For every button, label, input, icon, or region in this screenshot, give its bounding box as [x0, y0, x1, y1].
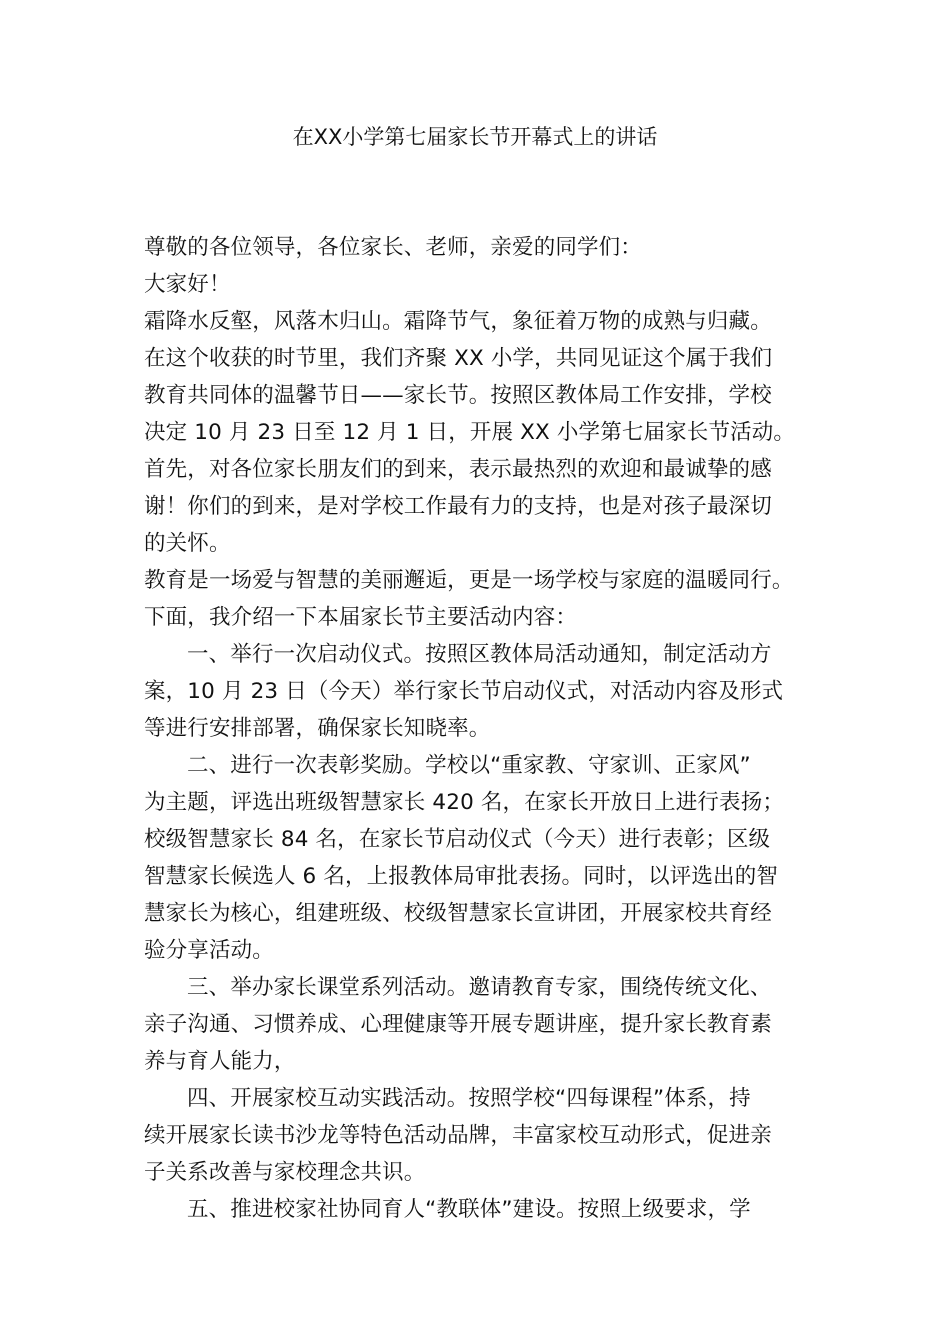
text-line: 养与育人能力，	[144, 1049, 296, 1074]
text-line: 谢！你们的到来，是对学校工作最有力的支持，也是对孩子最深切	[144, 494, 772, 519]
text-line: 验分享活动。	[144, 938, 274, 963]
document-body	[144, 229, 810, 1228]
greeting-line: 大家好！	[144, 272, 231, 297]
document-title: 在XX小学第七届家长节开幕式上的讲话	[292, 125, 658, 149]
text-line: 亲子沟通、习惯养成、心理健康等开展专题讲座，提升家长教育素	[144, 1012, 772, 1037]
section-heading-line: 三、举办家长课堂系列活动。邀请教育专家，围绕传统文化、	[187, 975, 772, 1000]
text-line: 在这个收获的时节里，我们齐聚 XX 小学，共同见证这个属于我们	[144, 346, 773, 371]
text-line: 的关怀。	[144, 531, 231, 556]
text-line: 下面，我介绍一下本届家长节主要活动内容：	[144, 605, 578, 630]
text-line: 慧家长为核心，组建班级、校级智慧家长宣讲团，开展家校共育经	[144, 901, 772, 926]
salutation-line: 尊敬的各位领导，各位家长、老师，亲爱的同学们：	[144, 235, 642, 260]
text-line: 校级智慧家长 84 名，在家长节启动仪式（今天）进行表彰；区级	[144, 827, 771, 852]
section-heading-line: 二、进行一次表彰奖励。学校以“重家教、守家训、正家风”	[187, 753, 751, 778]
text-line: 等进行安排部署，确保家长知晓率。	[144, 716, 491, 741]
text-line: 首先，对各位家长朋友们的到来，表示最热烈的欢迎和最诚挚的感	[144, 457, 772, 482]
text-line: 霜降水反壑，风落木归山。霜降节气，象征着万物的成熟与归藏。	[144, 309, 772, 334]
section-heading-line: 四、开展家校互动实践活动。按照学校“四每课程”体系，持	[187, 1086, 751, 1111]
text-line: 决定 10 月 23 日至 12 月 1 日，开展 XX 小学第七届家长节活动。	[144, 420, 796, 445]
text-line: 续开展家长读书沙龙等特色活动品牌，丰富家校互动形式，促进亲	[144, 1123, 772, 1148]
text-line: 为主题，评选出班级智慧家长 420 名，在家长开放日上进行表扬；	[144, 790, 785, 815]
text-line: 教育是一场爱与智慧的美丽邂逅，更是一场学校与家庭的温暖同行。	[144, 568, 794, 593]
text-line: 案，10 月 23 日（今天）举行家长节启动仪式，对活动内容及形式	[144, 679, 784, 704]
text-line: 子关系改善与家校理念共识。	[144, 1160, 426, 1185]
text-line: 智慧家长候选人 6 名，上报教体局审批表扬。同时，以评选出的智	[144, 864, 779, 889]
section-heading-line: 一、举行一次启动仪式。按照区教体局活动通知，制定活动方	[187, 642, 772, 667]
section-heading-line: 五、推进校家社协同育人“教联体”建设。按照上级要求，学	[187, 1197, 751, 1222]
text-line: 教育共同体的温馨节日——家长节。按照区教体局工作安排，学校	[144, 383, 772, 408]
